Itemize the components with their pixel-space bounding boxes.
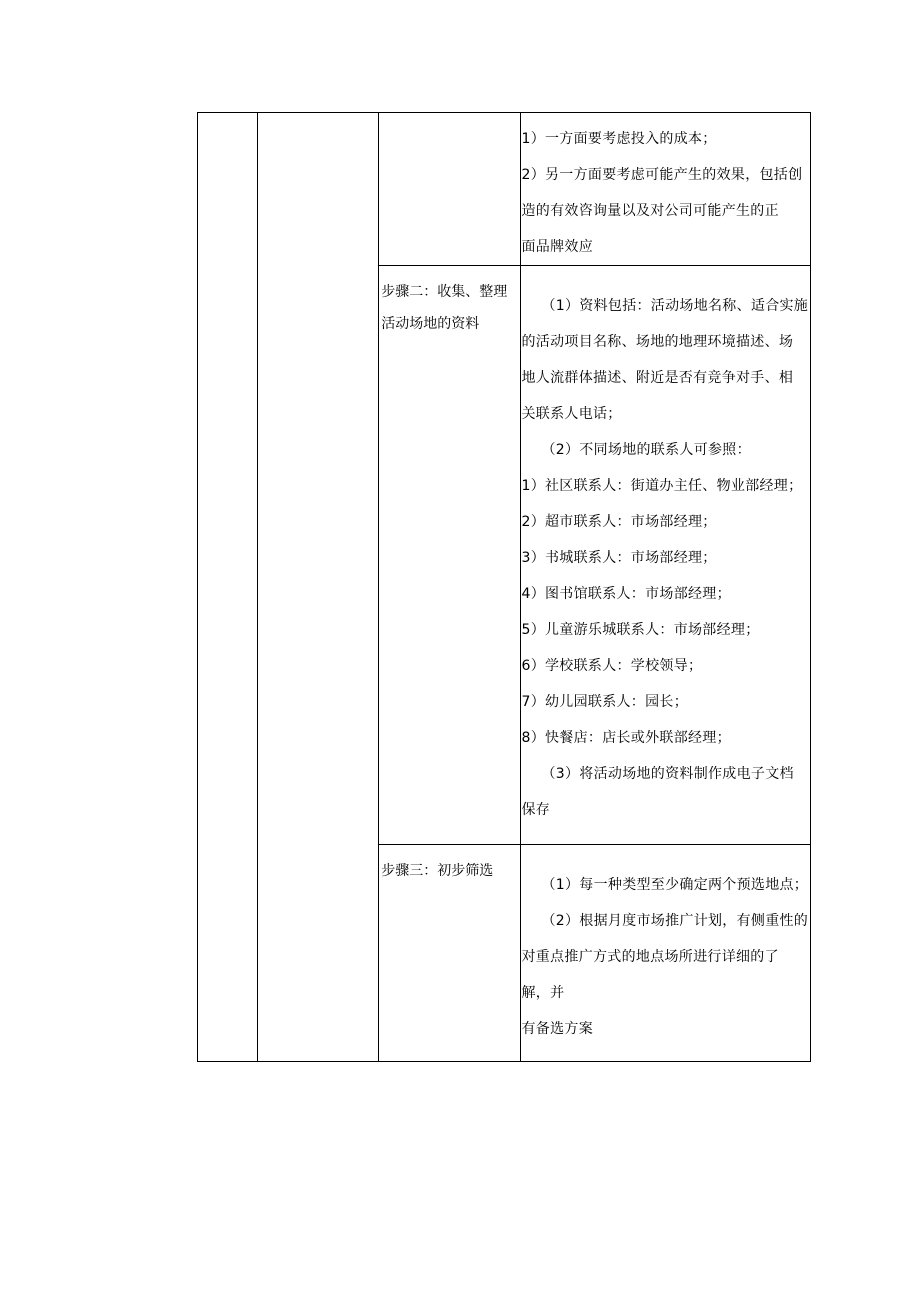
detail-line: 3）书城联系人：市场部经理； <box>521 550 717 566</box>
detail-line: 7）幼儿园联系人：园长； <box>521 694 689 710</box>
detail-line: （1）资料包括：活动场地名称、适合实施 <box>541 298 809 314</box>
detail-line: 5）儿童游乐城联系人：市场部经理； <box>521 622 760 638</box>
merged-cell-col2 <box>258 113 379 1062</box>
detail-cell <box>520 113 811 266</box>
step-cell <box>379 266 520 845</box>
detail-line: 的活动项目名称、场地的地理环境描述、场 <box>521 334 794 350</box>
detail-line: 保存 <box>521 802 551 818</box>
detail-line: 6）学校联系人：学校领导； <box>521 658 703 674</box>
step-cell <box>379 113 520 266</box>
detail-line: （2）不同场地的联系人可参照： <box>541 442 751 458</box>
detail-line: 1）一方面要考虑投入的成本； <box>521 131 717 147</box>
step-two-label: 步骤二：收集、整理活动场地的资料 <box>381 284 508 332</box>
detail-line: 2）超市联系人：市场部经理； <box>521 514 717 530</box>
detail-line: 面品牌效应 <box>521 239 593 255</box>
detail-line: 造的有效咨询量以及对公司可能产生的正 <box>521 203 779 219</box>
step-three-label: 步骤三：初步筛选 <box>381 863 494 879</box>
procedure-table <box>197 112 811 1062</box>
detail-line: 4）图书馆联系人：市场部经理； <box>521 586 731 602</box>
detail-cell <box>520 266 811 845</box>
table-row <box>198 113 811 266</box>
step-cell <box>379 845 520 1062</box>
detail-cell <box>520 845 811 1062</box>
detail-line: 8）快餐店：店长或外联部经理； <box>521 730 731 746</box>
detail-line: （1）每一种类型至少确定两个预选地点； <box>541 877 809 893</box>
detail-line: 地人流群体描述、附近是否有竞争对手、相 <box>521 370 794 386</box>
detail-line: 对重点推广方式的地点场所进行详细的了 <box>521 949 779 965</box>
detail-line: 关联系人电话； <box>521 406 622 422</box>
detail-line: 有备选方案 <box>521 1021 593 1037</box>
detail-line: 1）社区联系人：街道办主任、物业部经理； <box>521 478 803 494</box>
merged-cell-col1 <box>198 113 258 1062</box>
detail-line: 解，并 <box>521 985 565 1001</box>
detail-line: 2）另一方面要考虑可能产生的效果，包括创 <box>521 167 803 183</box>
detail-line: （2）根据月度市场推广计划，有侧重性的 <box>541 913 809 929</box>
detail-line: （3）将活动场地的资料制作成电子文档 <box>541 766 794 782</box>
